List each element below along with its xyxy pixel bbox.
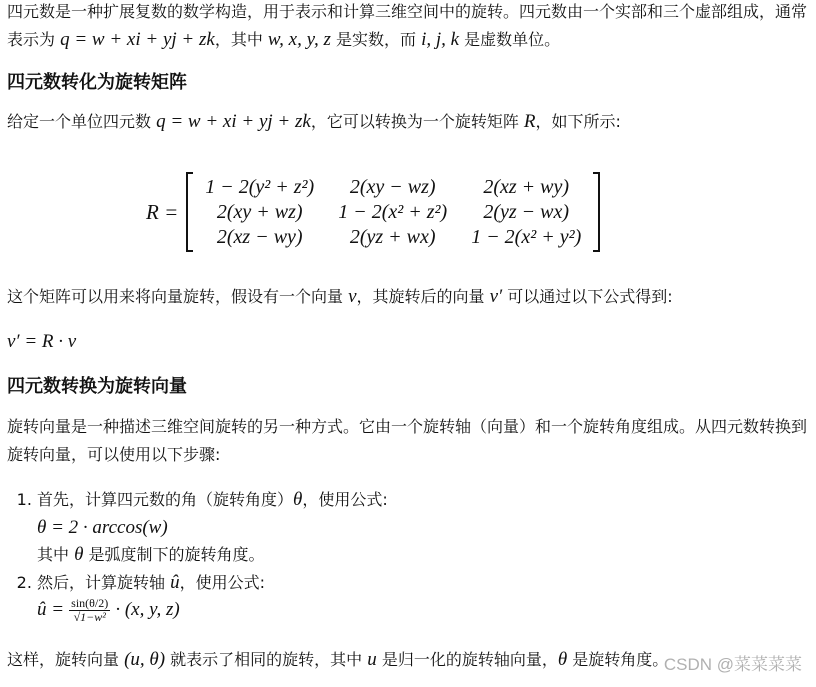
matrix-row (193, 225, 593, 250)
text: 是归一化的旋转轴向量， (376, 650, 558, 669)
math: v′ (489, 286, 503, 307)
text: 旋转向量是一种描述三维空间旋转的另一种方式。它由一个旋转轴（向量）和一个旋转角度组成。从四元数转换到旋转向量，可以使用以下步骤: (7, 417, 808, 464)
text: 是虚数单位。 (459, 30, 561, 49)
math: θ (557, 649, 568, 670)
paragraph (7, 413, 808, 469)
text: ，使用公式: (179, 572, 265, 592)
angle-formula: θ = 2 · arccos(w) (37, 516, 168, 538)
section-heading (7, 69, 808, 97)
text: ，使用公式: (302, 490, 388, 509)
paragraph (7, 108, 808, 136)
axis-formula (37, 596, 180, 624)
matrix-cell: 2(yz + wx) (349, 225, 436, 248)
heading-text: 四元数转化为旋转矩阵 (7, 72, 187, 93)
math: · (x, y, z) (115, 599, 180, 620)
text: ，如下所示: (535, 112, 621, 131)
formula-line (7, 328, 808, 356)
math: θ (293, 489, 303, 510)
text: 其中 (37, 545, 75, 564)
list-item (37, 569, 808, 625)
text: 给定一个单位四元数 (7, 112, 157, 131)
matrix-cell: 2(xy + wz) (216, 200, 303, 223)
math: v (348, 286, 357, 307)
math: û (170, 571, 180, 593)
matrix-cell: 2(yz − wx) (483, 200, 570, 223)
quaternion-formula: q = w + xi + yj + zk (60, 29, 215, 50)
matrix-row (193, 200, 593, 225)
heading-text: 四元数转换为旋转向量 (7, 376, 187, 397)
matrix-cell: 2(xy − wz) (349, 175, 436, 198)
matrix-cell: 2(xz − wy) (216, 225, 303, 248)
math: û = (37, 599, 65, 620)
math: q = w + xi + yj + zk (156, 111, 311, 132)
numerator: sin(θ/2) (71, 596, 109, 610)
text: ，其中 (214, 30, 268, 49)
math: R (523, 111, 536, 132)
fraction (69, 597, 110, 624)
text: 就表示了相同的旋转，其中 (165, 650, 368, 669)
math: (u, θ) (124, 649, 166, 670)
text: 四元数是一种扩展复数的数学构造，用于表示和计算三维空间中的旋转。四元数由一个实部和三个虚部组成，通常表示为 (7, 2, 808, 49)
math: w, x, y, z (267, 29, 331, 50)
rotation-formula: v′ = R · v (7, 331, 77, 352)
math: θ (74, 544, 84, 565)
matrix-row (193, 175, 593, 200)
text: 然后，计算旋转轴 (37, 572, 171, 592)
text: 首先，计算四元数的角（旋转角度） (37, 490, 294, 509)
matrix-lhs: R = (146, 199, 179, 224)
text: ，它可以转换为一个旋转矩阵 (310, 112, 524, 131)
text: ，其旋转后的向量 (356, 287, 490, 306)
matrix-table (193, 175, 593, 250)
rotation-matrix (146, 172, 600, 252)
text: 是弧度制下的旋转角度。 (83, 545, 265, 564)
section-heading (7, 373, 808, 401)
list-item (37, 486, 808, 569)
watermark: CSDN @菜菜菜菜 (663, 655, 802, 674)
steps-list (7, 486, 808, 624)
matrix-cell: 1 − 2(y² + z²) (205, 175, 315, 198)
intro-paragraph (7, 0, 808, 54)
matrix-cell: 2(xz + wy) (483, 175, 570, 198)
matrix-cell: 1 − 2(x² + y²) (471, 225, 582, 248)
math: u (367, 649, 377, 670)
math: i, j, k (421, 29, 460, 50)
text: 这样，旋转向量 (7, 650, 125, 669)
left-bracket (186, 172, 193, 252)
text: 是实数，而 (330, 30, 422, 49)
denominator: √1−w² (73, 610, 106, 624)
text: 这个矩阵可以用来将向量旋转，假设有一个向量 (7, 287, 349, 306)
text: 是旋转角度。 (567, 650, 669, 669)
right-bracket (593, 172, 600, 252)
matrix-cell: 1 − 2(x² + z²) (338, 200, 448, 223)
paragraph (7, 283, 808, 311)
text: 可以通过以下公式得到: (502, 287, 673, 306)
